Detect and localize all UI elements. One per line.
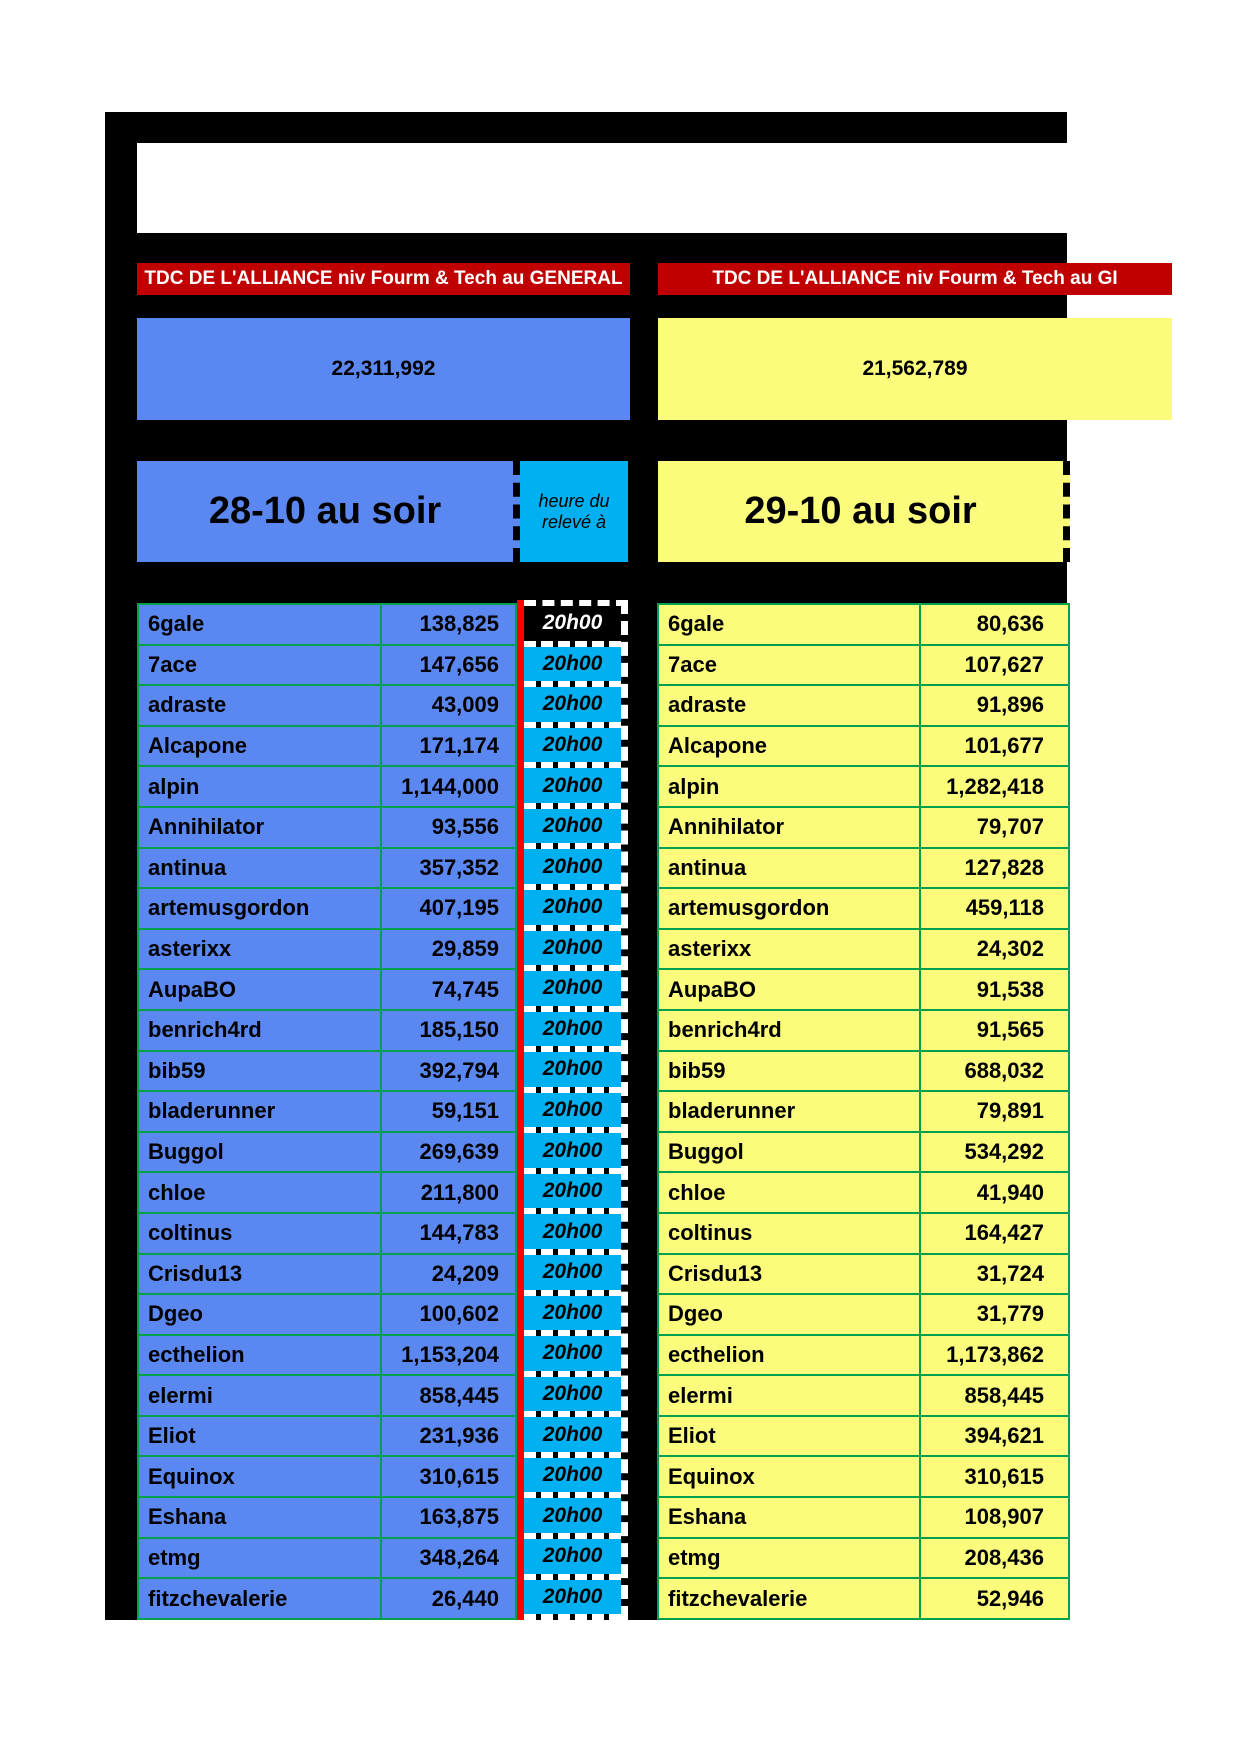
player-name-cell: chloe	[139, 1173, 382, 1212]
table-row	[659, 808, 1068, 849]
player-value-cell: 79,891	[976, 1098, 1044, 1124]
left-total-value: 22,311,992	[331, 357, 436, 380]
table-row	[139, 970, 515, 1011]
table-row	[659, 1092, 1068, 1133]
player-value-cell: 79,707	[976, 814, 1044, 840]
player-value-cell: 1,173,862	[946, 1341, 1044, 1367]
table-row	[139, 605, 515, 646]
hour-cell: 20h00	[524, 971, 621, 1012]
left-banner	[137, 263, 630, 295]
player-name-cell: ecthelion	[659, 1336, 921, 1375]
hour-cell: 20h00	[524, 1580, 621, 1621]
player-value-cell: 147,656	[419, 651, 499, 677]
player-value-cell: 1,153,204	[401, 1341, 499, 1367]
table-row	[139, 930, 515, 971]
player-name-cell: Equinox	[139, 1457, 382, 1496]
table-row	[139, 1052, 515, 1093]
player-value-cell: 394,621	[964, 1423, 1044, 1449]
player-name-cell: adraste	[659, 686, 921, 725]
table-row	[659, 727, 1068, 768]
hour-cell: 20h00	[524, 890, 621, 931]
player-name-cell: Alcapone	[659, 727, 921, 766]
table-row	[139, 808, 515, 849]
player-name-cell: benrich4rd	[659, 1011, 921, 1050]
player-value-cell: 1,144,000	[401, 773, 499, 799]
player-value-cell: 31,724	[976, 1260, 1044, 1286]
player-name-cell: Alcapone	[139, 727, 382, 766]
hour-cell: 20h00	[524, 1458, 621, 1499]
player-value-cell: 231,936	[419, 1423, 499, 1449]
player-value-cell: 101,677	[964, 733, 1044, 759]
player-value-cell: 74,745	[431, 976, 499, 1002]
player-name-cell: adraste	[139, 686, 382, 725]
table-row	[139, 1498, 515, 1539]
hour-column	[524, 600, 628, 1620]
hour-cell: 20h00	[524, 1377, 621, 1418]
player-name-cell: etmg	[139, 1539, 382, 1578]
player-value-cell: 348,264	[419, 1544, 499, 1570]
time-header-label: heure du relevé à	[538, 490, 610, 532]
player-name-cell: AupaBO	[139, 970, 382, 1009]
player-value-cell: 29,859	[431, 936, 499, 962]
table-row	[659, 930, 1068, 971]
player-value-cell: 534,292	[964, 1139, 1044, 1165]
hour-cell: 20h00	[524, 1539, 621, 1580]
table-row	[139, 727, 515, 768]
player-value-cell: 91,896	[976, 692, 1044, 718]
table-row	[139, 1011, 515, 1052]
player-value-cell: 59,151	[431, 1098, 499, 1124]
player-name-cell: Eshana	[659, 1498, 921, 1537]
table-row	[659, 1336, 1068, 1377]
player-name-cell: artemusgordon	[139, 889, 382, 928]
player-name-cell: etmg	[659, 1539, 921, 1578]
table-row	[659, 686, 1068, 727]
player-name-cell: Annihilator	[659, 808, 921, 847]
player-name-cell: fitzchevalerie	[659, 1579, 921, 1618]
table-row	[659, 605, 1068, 646]
right-banner-text: TDC DE L'ALLIANCE niv Fourm & Tech au GI	[712, 268, 1118, 289]
player-value-cell: 26,440	[431, 1585, 499, 1611]
player-name-cell: Buggol	[139, 1133, 382, 1172]
table-row	[139, 1539, 515, 1580]
player-value-cell: 91,565	[976, 1017, 1044, 1043]
table-row	[139, 686, 515, 727]
player-value-cell: 93,556	[431, 814, 499, 840]
table-row	[139, 767, 515, 808]
time-header	[520, 461, 628, 562]
player-name-cell: elermi	[139, 1376, 382, 1415]
player-value-cell: 211,800	[420, 1179, 499, 1205]
right-total-box	[658, 318, 1172, 420]
table-row	[659, 849, 1068, 890]
table-row	[659, 1214, 1068, 1255]
player-value-cell: 31,779	[976, 1301, 1044, 1327]
table-row	[659, 1011, 1068, 1052]
player-value-cell: 1,282,418	[946, 773, 1044, 799]
player-name-cell: Crisdu13	[659, 1255, 921, 1294]
player-value-cell: 688,032	[964, 1057, 1044, 1083]
player-value-cell: 392,794	[419, 1057, 499, 1083]
hour-cell: 20h00	[524, 849, 621, 890]
table-row	[139, 1133, 515, 1174]
player-name-cell: AupaBO	[659, 970, 921, 1009]
table-row	[659, 646, 1068, 687]
hour-cell: 20h00	[524, 1498, 621, 1539]
player-name-cell: bladerunner	[139, 1092, 382, 1131]
player-name-cell: Equinox	[659, 1457, 921, 1496]
player-name-cell: antinua	[659, 849, 921, 888]
player-value-cell: 163,875	[419, 1504, 499, 1530]
player-name-cell: Eliot	[139, 1417, 382, 1456]
table-row	[139, 1173, 515, 1214]
player-name-cell: antinua	[139, 849, 382, 888]
player-value-cell: 41,940	[976, 1179, 1044, 1205]
right-table	[657, 603, 1070, 1620]
player-value-cell: 91,538	[976, 976, 1044, 1002]
player-name-cell: elermi	[659, 1376, 921, 1415]
hour-cell: 20h00	[524, 1296, 621, 1337]
player-value-cell: 185,150	[419, 1017, 499, 1043]
player-value-cell: 858,445	[419, 1382, 499, 1408]
player-value-cell: 208,436	[964, 1544, 1044, 1570]
table-row	[659, 1579, 1068, 1618]
table-row	[659, 1498, 1068, 1539]
table-row	[659, 1417, 1068, 1458]
table-row	[139, 646, 515, 687]
player-name-cell: ecthelion	[139, 1336, 382, 1375]
player-name-cell: asterixx	[659, 930, 921, 969]
player-name-cell: 6gale	[659, 605, 921, 644]
table-row	[139, 1295, 515, 1336]
table-row	[139, 1336, 515, 1377]
table-row	[659, 1539, 1068, 1580]
hour-cell: 20h00	[524, 768, 621, 809]
player-value-cell: 127,828	[964, 854, 1044, 880]
player-value-cell: 108,907	[964, 1504, 1044, 1530]
table-row	[659, 889, 1068, 930]
player-value-cell: 164,427	[964, 1220, 1044, 1246]
player-value-cell: 43,009	[431, 692, 499, 718]
table-row	[139, 889, 515, 930]
table-row	[139, 1417, 515, 1458]
player-name-cell: Dgeo	[659, 1295, 921, 1334]
table-row	[139, 1579, 515, 1618]
player-name-cell: 7ace	[659, 646, 921, 685]
table-row	[139, 849, 515, 890]
player-name-cell: Crisdu13	[139, 1255, 382, 1294]
player-value-cell: 138,825	[419, 611, 499, 637]
hour-cell: 20h00	[524, 1174, 621, 1215]
player-name-cell: Eshana	[139, 1498, 382, 1537]
table-row	[659, 1173, 1068, 1214]
player-name-cell: artemusgordon	[659, 889, 921, 928]
left-date-header-label: 28-10 au soir	[208, 490, 442, 532]
hour-cell: 20h00	[524, 1093, 621, 1134]
table-row	[659, 1052, 1068, 1093]
table-row	[139, 1255, 515, 1296]
table-row	[659, 1457, 1068, 1498]
player-value-cell: 407,195	[419, 895, 499, 921]
left-total-box	[137, 318, 630, 420]
hour-cell: 20h00	[524, 687, 621, 728]
player-value-cell: 144,783	[419, 1220, 499, 1246]
hour-cell: 20h00	[524, 1214, 621, 1255]
right-total-value: 21,562,789	[862, 357, 968, 380]
hour-cell: 20h00	[524, 1012, 621, 1053]
player-value-cell: 52,946	[976, 1585, 1044, 1611]
table-row	[139, 1457, 515, 1498]
right-date-header	[658, 461, 1070, 562]
hour-cell: 20h00	[524, 1255, 621, 1296]
left-header-row	[137, 461, 628, 562]
player-name-cell: Buggol	[659, 1133, 921, 1172]
left-date-header	[137, 461, 520, 562]
player-value-cell: 24,302	[976, 936, 1044, 962]
player-name-cell: asterixx	[139, 930, 382, 969]
player-value-cell: 858,445	[964, 1382, 1044, 1408]
table-row	[659, 1376, 1068, 1417]
player-value-cell: 357,352	[419, 854, 499, 880]
player-name-cell: Dgeo	[139, 1295, 382, 1334]
hour-cell: 20h00	[524, 1336, 621, 1377]
player-value-cell: 310,615	[419, 1463, 499, 1489]
hour-cell: 20h00	[524, 728, 621, 769]
hour-cell: 20h00	[524, 1133, 621, 1174]
table-row	[139, 1214, 515, 1255]
player-name-cell: fitzchevalerie	[139, 1579, 382, 1618]
player-name-cell: 7ace	[139, 646, 382, 685]
player-value-cell: 269,639	[419, 1139, 499, 1165]
player-value-cell: 24,209	[431, 1260, 499, 1286]
player-value-cell: 80,636	[976, 611, 1044, 637]
table-row	[659, 767, 1068, 808]
table-row	[659, 1255, 1068, 1296]
hour-cell: 20h00	[524, 606, 621, 647]
player-value-cell: 310,615	[964, 1463, 1044, 1489]
player-name-cell: chloe	[659, 1173, 921, 1212]
player-name-cell: alpin	[659, 767, 921, 806]
player-name-cell: bladerunner	[659, 1092, 921, 1131]
player-name-cell: coltinus	[659, 1214, 921, 1253]
hour-cell: 20h00	[524, 647, 621, 688]
player-name-cell: benrich4rd	[139, 1011, 382, 1050]
left-banner-text: TDC DE L'ALLIANCE niv Fourm & Tech au GENERAL	[144, 268, 623, 289]
right-date-header-label: 29-10 au soir	[744, 490, 977, 532]
left-table	[137, 603, 517, 1620]
table-row	[139, 1376, 515, 1417]
hour-cell: 20h00	[524, 931, 621, 972]
player-value-cell: 100,602	[419, 1301, 499, 1327]
hour-cell: 20h00	[524, 1052, 621, 1093]
player-name-cell: bib59	[139, 1052, 382, 1091]
table-row	[659, 1295, 1068, 1336]
table-row	[139, 1092, 515, 1133]
player-name-cell: coltinus	[139, 1214, 382, 1253]
hour-cell: 20h00	[524, 809, 621, 850]
player-value-cell: 171,174	[419, 733, 499, 759]
player-name-cell: Annihilator	[139, 808, 382, 847]
player-name-cell: alpin	[139, 767, 382, 806]
player-value-cell: 459,118	[965, 895, 1044, 921]
hour-cell: 20h00	[524, 1417, 621, 1458]
player-name-cell: 6gale	[139, 605, 382, 644]
player-name-cell: bib59	[659, 1052, 921, 1091]
table-row	[659, 1133, 1068, 1174]
right-banner	[658, 263, 1172, 295]
red-divider-line	[517, 600, 524, 1620]
player-value-cell: 107,627	[964, 651, 1044, 677]
player-name-cell: Eliot	[659, 1417, 921, 1456]
empty-white-band	[137, 143, 1067, 233]
table-row	[659, 970, 1068, 1011]
